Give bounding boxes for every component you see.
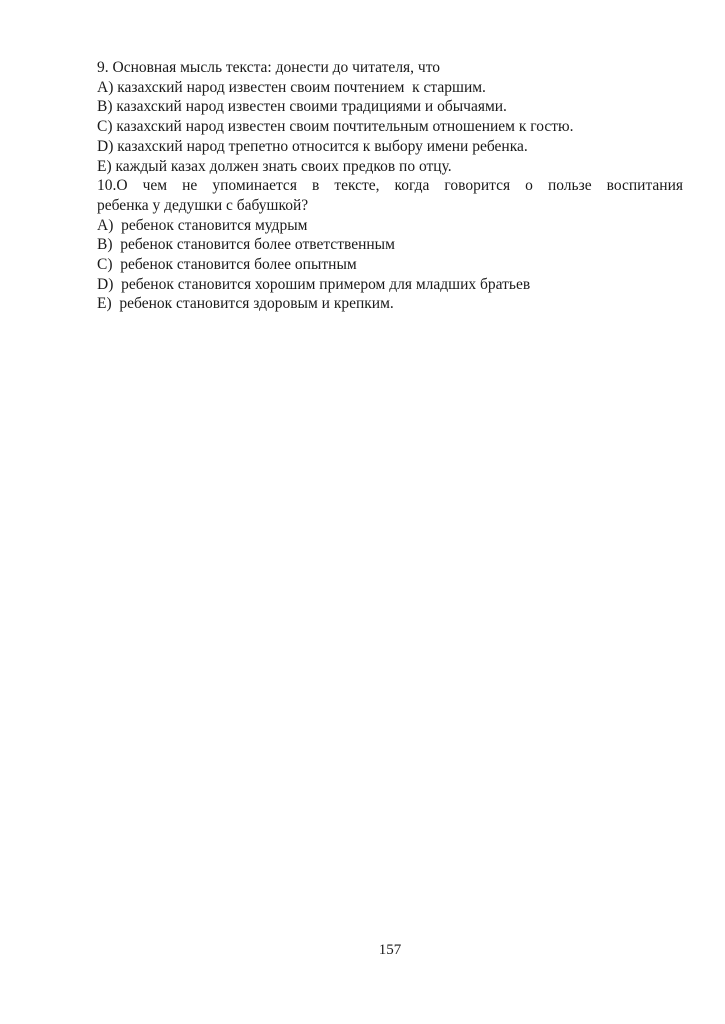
question-9-option-d: D) казахский народ трепетно относится к выбору имени ребенка. (97, 137, 528, 155)
test-questions-block (97, 58, 683, 314)
question-10-stem-line-1: 10.О чем не упоминается в тексте, когда говорится о пользе воспитания (97, 177, 683, 195)
question-10-option-e: Е) ребенок становится здоровым и крепким. (97, 295, 394, 313)
question-9-option-c: С) казахский народ известен своим почтительным отношением к гостю. (97, 118, 574, 136)
question-10-option-c: С) ребенок становится более опытным (97, 256, 357, 274)
question-9-option-b: В) казахский народ известен своими традициями и обычаями. (97, 98, 507, 116)
question-10-option-a: А) ребенок становится мудрым (97, 216, 308, 234)
question-9-stem: 9. Основная мысль текста: донести до читателя, что (97, 59, 441, 76)
question-10-option-b: В) ребенок становится более ответственным (97, 236, 395, 254)
question-10 (97, 176, 683, 314)
question-10-stem-line-2: ребенка у дедушки с бабушкой? (97, 196, 309, 214)
question-9 (97, 58, 683, 176)
question-9-option-e: Е) каждый казах должен знать своих предков по отцу. (97, 157, 452, 175)
page-number: 157 (378, 942, 402, 958)
question-10-option-d: D) ребенок становится хорошим примером для младших братьев (97, 275, 531, 293)
question-9-option-a: А) казахский народ известен своим почтением к старшим. (97, 78, 486, 96)
